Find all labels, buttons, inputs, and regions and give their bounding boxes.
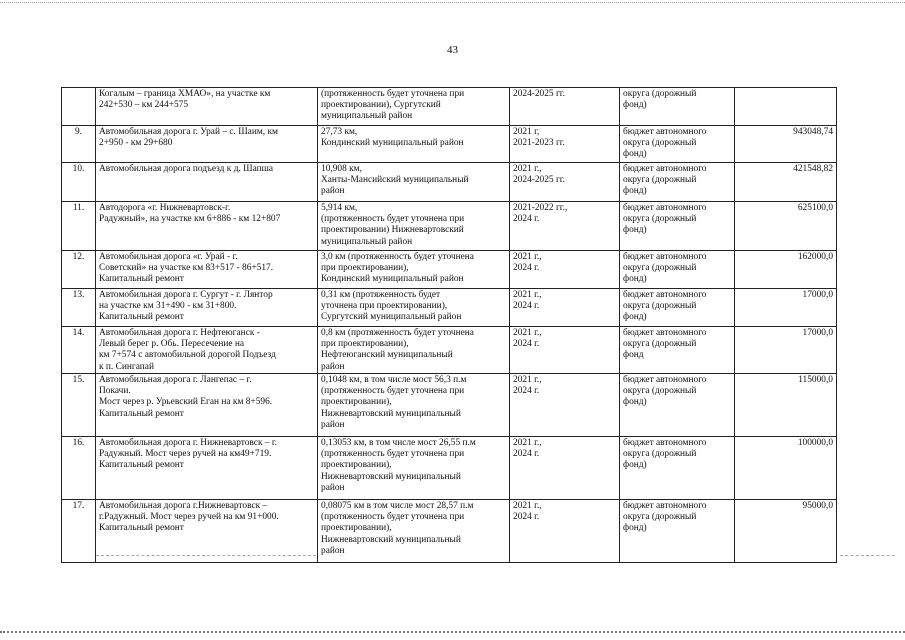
- cell-line: 2024 г.: [513, 263, 540, 274]
- row-number-cell: 17.: [62, 500, 96, 563]
- road-name-cell: [96, 163, 318, 202]
- amount-cell: 943048,74: [735, 126, 837, 163]
- amount-cell: 162000,0: [735, 251, 837, 289]
- cell-line: (протяженность будет уточнена при: [321, 386, 465, 397]
- cell-line: округа (дорожный: [623, 89, 697, 99]
- cell-line: бюджет автономного: [623, 375, 707, 385]
- row-number-cell: 13.: [62, 289, 96, 327]
- cell-line: Когалым – граница ХМАО», на участке км: [99, 89, 271, 99]
- cell-line: 2024 г.: [513, 386, 540, 397]
- row-number-cell: 9.: [62, 126, 96, 163]
- cell-line: 0,08075 км в том числе мост 28,57 п.м: [321, 501, 474, 511]
- cell-line: 0,8 км (протяженность будет уточнена: [321, 328, 474, 338]
- cell-line: 2021-2022 гг.,: [513, 203, 568, 213]
- funding-source-cell: [620, 327, 735, 374]
- scan-dashed-mark: [840, 555, 895, 556]
- cell-line: Нижневартовский муниципальный: [321, 534, 461, 545]
- road-name-cell: [96, 374, 318, 437]
- cell-line: 2021 г.,: [513, 252, 542, 262]
- length-cell: [318, 251, 510, 289]
- cell-line: Покачи.: [99, 386, 131, 397]
- cell-line: проектировании),: [321, 397, 392, 408]
- funding-source-cell: [620, 289, 735, 327]
- road-name-cell: [96, 500, 318, 563]
- cell-line: проектировании) Нижневартовский: [321, 225, 464, 236]
- table-row: [62, 88, 837, 126]
- cell-line: 2024 г.: [513, 214, 540, 225]
- cell-line: Автомобильная дорога г.Нижневартовск –: [99, 501, 268, 511]
- cell-line: Автомобильная дорога «г. Урай - г.: [99, 252, 238, 262]
- cell-line: бюджет автономного: [623, 290, 707, 300]
- cell-line: округа (дорожный: [623, 339, 697, 350]
- cell-line: км 7+574 с автомобильной дорогой Подъезд: [99, 350, 276, 361]
- table-row: [62, 251, 837, 289]
- cell-line: к п. Сингапай: [99, 361, 154, 372]
- cell-line: 2021 г.,: [513, 375, 542, 385]
- cell-line: фонд): [623, 312, 647, 323]
- cell-line: округа (дорожный: [623, 301, 697, 312]
- cell-line: бюджет автономного: [623, 127, 707, 137]
- cell-line: 2021 г.,: [513, 290, 542, 300]
- table-row: [62, 327, 837, 374]
- cell-line: округа (дорожный: [623, 512, 697, 523]
- cell-line: Радужный. Мост через ручей на км49+719.: [99, 449, 272, 460]
- table-row: [62, 289, 837, 327]
- road-name-cell: [96, 289, 318, 327]
- cell-line: Сургутский муниципальный район: [321, 312, 462, 323]
- cell-line: район: [321, 545, 345, 556]
- row-number-cell: 16.: [62, 437, 96, 500]
- page-number: 43: [447, 44, 458, 56]
- cell-line: уточнена при проектировании),: [321, 301, 448, 312]
- cell-line: при проектировании),: [321, 263, 409, 274]
- cell-line: бюджет автономного: [623, 203, 707, 213]
- length-cell: [318, 88, 510, 126]
- years-cell: [510, 437, 620, 500]
- cell-line: 2024-2025 гг.: [513, 89, 565, 99]
- years-cell: [510, 251, 620, 289]
- years-cell: [510, 374, 620, 437]
- cell-line: Автомобильная дорога г. Урай – с. Шаим, км: [99, 127, 278, 137]
- cell-line: фонд): [623, 149, 647, 160]
- cell-line: Нефтеюганский муниципальный: [321, 350, 453, 361]
- row-number-cell: 10.: [62, 163, 96, 202]
- cell-line: 2024 г.: [513, 339, 540, 350]
- amount-cell: 115000,0: [735, 374, 837, 437]
- table-row: [62, 500, 837, 563]
- cell-line: Капитальный ремонт: [99, 274, 184, 285]
- cell-line: при проектировании),: [321, 339, 409, 350]
- cell-line: Ханты-Мансийский муниципальный: [321, 175, 469, 186]
- cell-line: Капитальный ремонт: [99, 523, 184, 534]
- cell-line: фонд): [623, 186, 647, 197]
- cell-line: бюджет автономного: [623, 252, 707, 262]
- cell-line: 10,908 км,: [321, 164, 362, 174]
- length-cell: [318, 500, 510, 563]
- cell-line: бюджет автономного: [623, 328, 707, 338]
- cell-line: фонд): [623, 225, 647, 236]
- funding-source-cell: [620, 437, 735, 500]
- cell-line: Капитальный ремонт: [99, 460, 184, 471]
- cell-line: муниципальный район: [321, 236, 413, 247]
- cell-line: округа (дорожный: [623, 138, 697, 149]
- cell-line: 2021 г.,: [513, 164, 542, 174]
- cell-line: Капитальный ремонт: [99, 408, 184, 419]
- cell-line: 0,1048 км, в том числе мост 56,3 п.м: [321, 375, 467, 385]
- road-name-cell: [96, 88, 318, 126]
- cell-line: Левый берег р. Обь. Пересечение на: [99, 339, 245, 350]
- road-name-cell: [96, 126, 318, 163]
- length-cell: [318, 374, 510, 437]
- cell-line: Автомобильная дорога г. Сургут - г. Лянтор: [99, 290, 273, 300]
- cell-line: 3,0 км (протяженность будет уточнена: [321, 252, 474, 262]
- cell-line: Мост через р. Урьевский Еган на км 8+596.: [99, 397, 273, 408]
- cell-line: 242+530 – км 244+575: [99, 100, 189, 111]
- cell-line: бюджет автономного: [623, 164, 707, 174]
- cell-line: проектировании),: [321, 523, 392, 534]
- cell-line: фонд): [623, 274, 647, 285]
- years-cell: [510, 327, 620, 374]
- scan-bottom-edge: [0, 631, 905, 635]
- cell-line: 2021 г.,: [513, 328, 542, 338]
- scan-top-edge: [0, 2, 905, 4]
- length-cell: [318, 126, 510, 163]
- cell-line: округа (дорожный: [623, 263, 697, 274]
- funding-source-cell: [620, 500, 735, 563]
- amount-cell: 100000,0: [735, 437, 837, 500]
- cell-line: Автомобильная дорога г. Лангепас – г.: [99, 375, 252, 385]
- cell-line: Кондинский муниципальный район: [321, 274, 464, 285]
- cell-line: 2021 г.,: [513, 501, 542, 511]
- row-number-cell: 11.: [62, 202, 96, 251]
- road-name-cell: [96, 437, 318, 500]
- cell-line: округа (дорожный: [623, 175, 697, 186]
- cell-line: Автомобильная дорога подъезд к д. Шапша: [99, 164, 274, 174]
- row-number-cell: 12.: [62, 251, 96, 289]
- cell-line: Автомобильная дорога г. Нижневартовск – г.: [99, 438, 278, 448]
- years-cell: [510, 163, 620, 202]
- funding-source-cell: [620, 88, 735, 126]
- cell-line: округа (дорожный: [623, 386, 697, 397]
- scan-dashed-mark: [96, 555, 316, 556]
- cell-line: 2021 г,: [513, 127, 540, 137]
- cell-line: 2024-2025 гг.: [513, 175, 565, 186]
- cell-line: район: [321, 186, 345, 197]
- cell-line: Кондинский муниципальный район: [321, 138, 464, 149]
- row-number-cell: [62, 88, 96, 126]
- row-number-cell: 14.: [62, 327, 96, 374]
- cell-line: (протяженность будет уточнена при: [321, 214, 465, 225]
- cell-line: фонд: [623, 350, 644, 361]
- cell-line: район: [321, 419, 345, 430]
- cell-line: (протяженность будет уточнена при: [321, 449, 465, 460]
- cell-line: округа (дорожный: [623, 449, 697, 460]
- cell-line: 5,914 км,: [321, 203, 358, 213]
- table-row: [62, 202, 837, 251]
- cell-line: Капитальный ремонт: [99, 312, 184, 323]
- cell-line: 0,31 км (протяженность будет: [321, 290, 441, 300]
- years-cell: [510, 126, 620, 163]
- funding-source-cell: [620, 374, 735, 437]
- cell-line: проектировании), Сургутский: [321, 100, 441, 111]
- row-number-cell: 15.: [62, 374, 96, 437]
- length-cell: [318, 202, 510, 251]
- cell-line: фонд): [623, 397, 647, 408]
- cell-line: г.Радужный. Мост через ручей на км 91+000.: [99, 512, 279, 523]
- cell-line: (протяженность будет уточнена при: [321, 89, 465, 99]
- cell-line: фонд): [623, 100, 647, 111]
- cell-line: 27,73 км,: [321, 127, 358, 137]
- amount-cell: 625100,0: [735, 202, 837, 251]
- amount-cell: 421548,82: [735, 163, 837, 202]
- years-cell: [510, 88, 620, 126]
- amount-cell: [735, 88, 837, 126]
- years-cell: [510, 289, 620, 327]
- funding-source-cell: [620, 163, 735, 202]
- road-name-cell: [96, 251, 318, 289]
- cell-line: проектировании),: [321, 460, 392, 471]
- cell-line: 2024 г.: [513, 512, 540, 523]
- cell-line: 0,13053 км, в том числе мост 26,55 п.м: [321, 438, 476, 448]
- years-cell: [510, 500, 620, 563]
- cell-line: 2024 г.: [513, 449, 540, 460]
- road-name-cell: [96, 202, 318, 251]
- cell-line: на участке км 31+490 - км 31+800.: [99, 301, 237, 312]
- amount-cell: 17000,0: [735, 327, 837, 374]
- cell-line: бюджет автономного: [623, 438, 707, 448]
- cell-line: Нижневартовский муниципальный: [321, 471, 461, 482]
- cell-line: 2+950 - км 29+680: [99, 138, 173, 149]
- cell-line: район: [321, 482, 345, 493]
- cell-line: Советский» на участке км 83+517 - 86+517.: [99, 263, 274, 274]
- funding-source-cell: [620, 251, 735, 289]
- cell-line: бюджет автономного: [623, 501, 707, 511]
- cell-line: (протяженность будет уточнена при: [321, 512, 465, 523]
- table-row: [62, 163, 837, 202]
- table-row: [62, 126, 837, 163]
- funding-source-cell: [620, 126, 735, 163]
- cell-line: Нижневартовский муниципальный: [321, 408, 461, 419]
- cell-line: округа (дорожный: [623, 214, 697, 225]
- amount-cell: 17000,0: [735, 289, 837, 327]
- cell-line: район: [321, 361, 345, 372]
- amount-cell: 95000,0: [735, 500, 837, 563]
- cell-line: Радужный», на участке км 6+886 - км 12+807: [99, 214, 281, 225]
- length-cell: [318, 437, 510, 500]
- length-cell: [318, 327, 510, 374]
- years-cell: [510, 202, 620, 251]
- cell-line: фонд): [623, 523, 647, 534]
- length-cell: [318, 289, 510, 327]
- roads-table: [61, 87, 837, 563]
- cell-line: муниципальный район: [321, 111, 413, 122]
- table-row: [62, 437, 837, 500]
- cell-line: фонд): [623, 460, 647, 471]
- length-cell: [318, 163, 510, 202]
- cell-line: 2021 г.,: [513, 438, 542, 448]
- road-name-cell: [96, 327, 318, 374]
- table-row: [62, 374, 837, 437]
- cell-line: 2024 г.: [513, 301, 540, 312]
- cell-line: 2021-2023 гг.: [513, 138, 565, 149]
- funding-source-cell: [620, 202, 735, 251]
- cell-line: Автодорога «г. Нижневартовск-г.: [99, 203, 231, 213]
- cell-line: Автомобильная дорога г. Нефтеюганск -: [99, 328, 260, 338]
